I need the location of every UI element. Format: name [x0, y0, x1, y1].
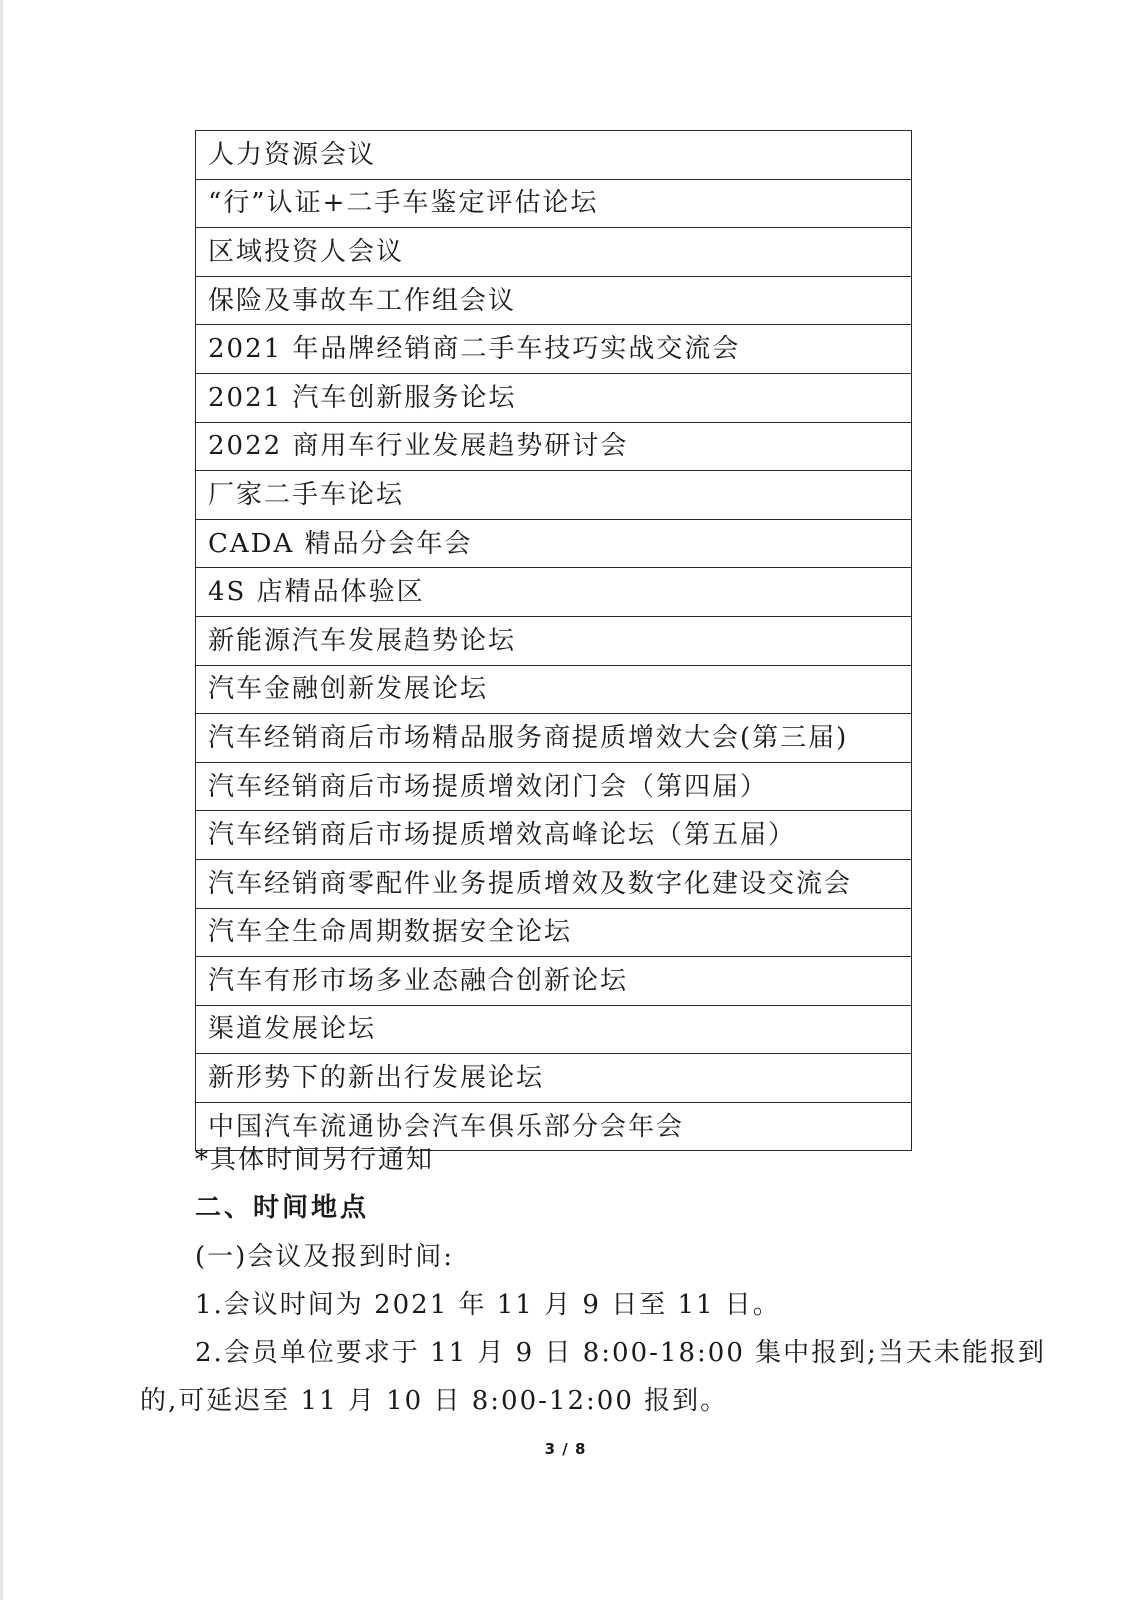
table-row	[196, 373, 912, 422]
meeting-name: 汽车金融创新发展论坛	[196, 665, 912, 714]
meeting-name: 汽车经销商后市场提质增效闭门会（第四届）	[196, 762, 912, 811]
page-edge	[0, 0, 3, 1600]
meeting-name: 汽车全生命周期数据安全论坛	[196, 908, 912, 957]
registration-paragraph: 2.会员单位要求于 11 月 9 日 8:00-18:00 集中报到;当天未能报到	[195, 1338, 1046, 1368]
table-row	[196, 1102, 912, 1151]
meeting-name: 2021 年品牌经销商二手车技巧实战交流会	[196, 325, 912, 374]
table-row	[196, 325, 912, 374]
table-row	[196, 1054, 912, 1103]
meeting-name: 中国汽车流通协会汽车俱乐部分会年会	[196, 1102, 912, 1151]
meeting-name: 厂家二手车论坛	[196, 471, 912, 520]
table-row	[196, 179, 912, 228]
table-row	[196, 1005, 912, 1054]
table-row	[196, 568, 912, 617]
table-row	[196, 131, 912, 180]
meeting-name: 新能源汽车发展趋势论坛	[196, 616, 912, 665]
registration-paragraph-continued: 的,可延迟至 11 月 10 日 8:00-12:00 报到。	[140, 1386, 729, 1416]
table-row	[196, 665, 912, 714]
meeting-name: “行”认证+二手车鉴定评估论坛	[196, 179, 912, 228]
meeting-name: 汽车有形市场多业态融合创新论坛	[196, 957, 912, 1006]
meeting-name: 保险及事故车工作组会议	[196, 276, 912, 325]
section-heading: 二、时间地点	[195, 1193, 370, 1223]
meeting-name: 新形势下的新出行发展论坛	[196, 1054, 912, 1103]
table-row	[196, 228, 912, 277]
page-number: 3 / 8	[544, 1440, 587, 1458]
table-row	[196, 616, 912, 665]
meeting-name: 汽车经销商零配件业务提质增效及数字化建设交流会	[196, 859, 912, 908]
meeting-time-paragraph: 1.会议时间为 2021 年 11 月 9 日至 11 日。	[195, 1290, 781, 1320]
table-row	[196, 859, 912, 908]
meeting-name: CADA 精品分会年会	[196, 519, 912, 568]
meeting-name: 汽车经销商后市场精品服务商提质增效大会(第三届)	[196, 714, 912, 763]
table-row	[196, 714, 912, 763]
meeting-name: 区域投资人会议	[196, 228, 912, 277]
meeting-name: 人力资源会议	[196, 131, 912, 180]
meeting-list-table	[195, 130, 912, 1151]
meeting-name: 2022 商用车行业发展趋势研讨会	[196, 422, 912, 471]
table-row	[196, 957, 912, 1006]
meeting-name: 2021 汽车创新服务论坛	[196, 373, 912, 422]
meeting-name: 渠道发展论坛	[196, 1005, 912, 1054]
table-row	[196, 519, 912, 568]
table-row	[196, 471, 912, 520]
sub-heading: (一)会议及报到时间:	[195, 1242, 455, 1272]
table-row	[196, 908, 912, 957]
table-row	[196, 276, 912, 325]
table-row	[196, 422, 912, 471]
meeting-name: 汽车经销商后市场提质增效高峰论坛（第五届）	[196, 811, 912, 860]
meeting-name: 4S 店精品体验区	[196, 568, 912, 617]
table-row	[196, 811, 912, 860]
schedule-note: *具体时间另行通知	[195, 1145, 435, 1175]
table-row	[196, 762, 912, 811]
